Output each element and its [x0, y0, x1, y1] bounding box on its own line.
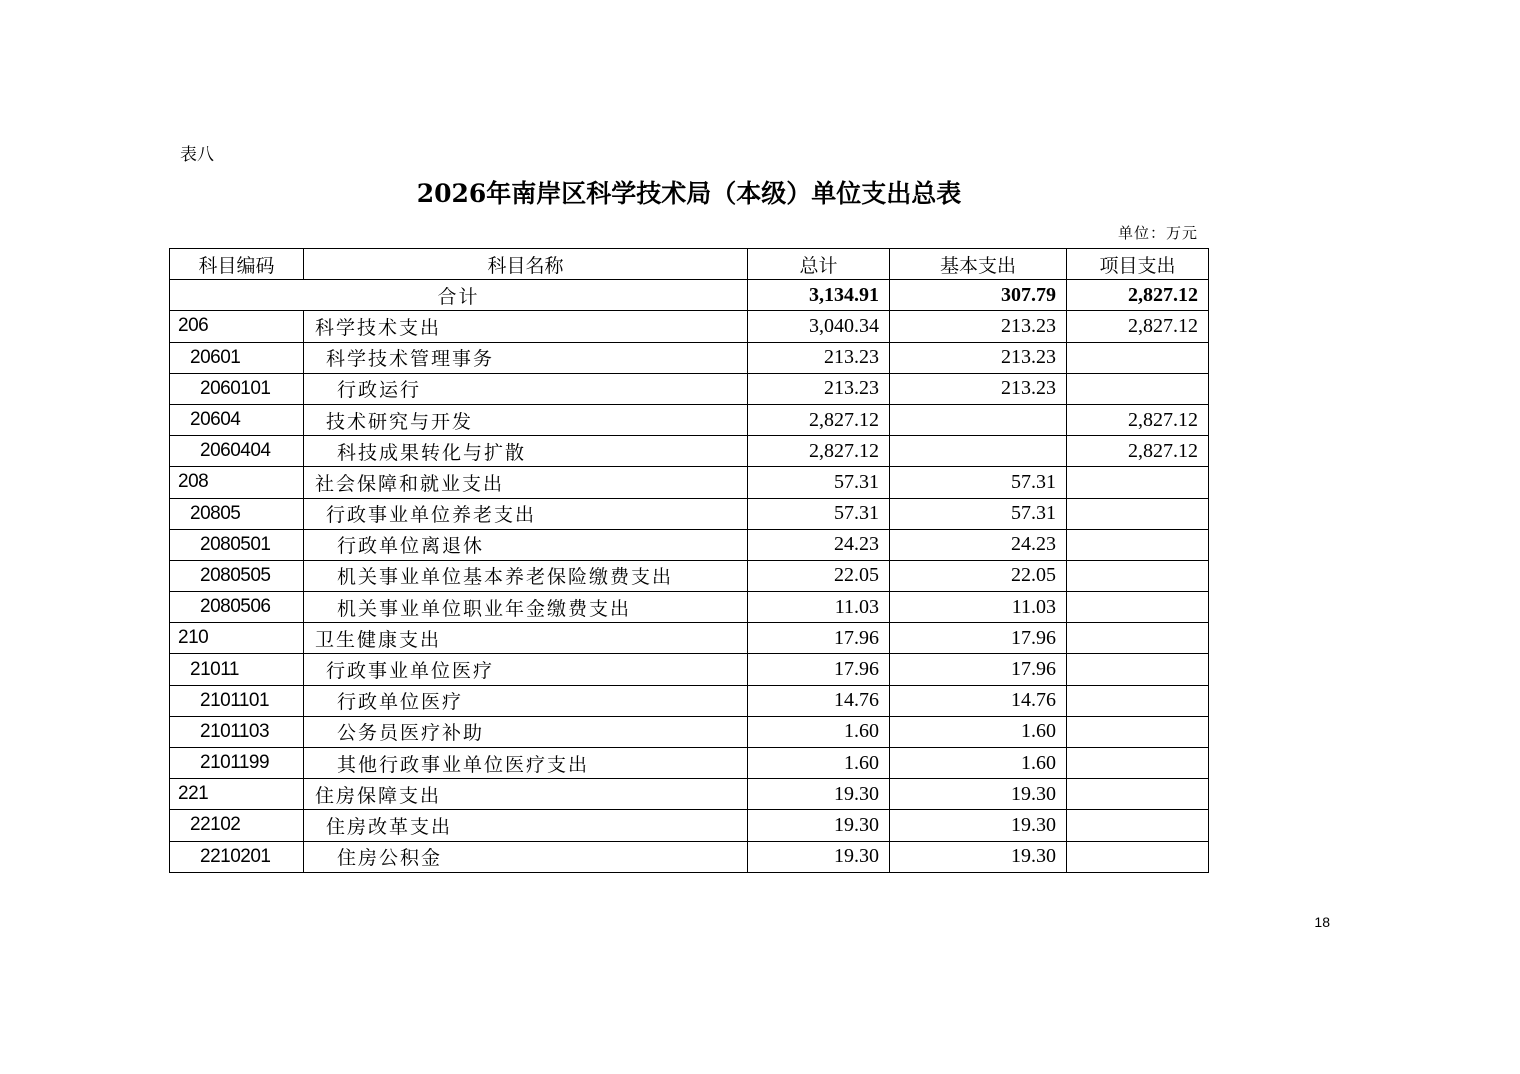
row-total: 22.05 — [748, 560, 890, 591]
row-project — [1067, 560, 1209, 591]
row-name: 住房保障支出 — [304, 779, 748, 810]
row-code: 221 — [170, 779, 304, 810]
row-project — [1067, 841, 1209, 872]
row-project — [1067, 373, 1209, 404]
row-code: 20604 — [170, 404, 304, 435]
table-row — [170, 716, 1209, 747]
total-row — [170, 280, 1209, 311]
row-basic: 17.96 — [890, 654, 1067, 685]
row-total: 19.30 — [748, 810, 890, 841]
header-name: 科目名称 — [304, 249, 748, 280]
row-project — [1067, 498, 1209, 529]
table-row — [170, 654, 1209, 685]
row-name: 行政单位医疗 — [304, 685, 748, 716]
row-code: 20601 — [170, 342, 304, 373]
table-row — [170, 623, 1209, 654]
row-total: 17.96 — [748, 623, 890, 654]
table-row — [170, 436, 1209, 467]
row-basic — [890, 436, 1067, 467]
row-basic: 17.96 — [890, 623, 1067, 654]
expenditure-table — [169, 248, 1209, 873]
row-code: 2080505 — [170, 560, 304, 591]
row-total: 2,827.12 — [748, 404, 890, 435]
row-name: 机关事业单位职业年金缴费支出 — [304, 592, 748, 623]
table-row — [170, 467, 1209, 498]
table-row — [170, 498, 1209, 529]
row-project — [1067, 748, 1209, 779]
row-basic: 11.03 — [890, 592, 1067, 623]
row-code: 2060404 — [170, 436, 304, 467]
row-name: 住房公积金 — [304, 841, 748, 872]
row-code: 210 — [170, 623, 304, 654]
page-number: 18 — [1314, 914, 1330, 930]
table-row — [170, 529, 1209, 560]
total-project: 2,827.12 — [1067, 280, 1209, 311]
row-project: 2,827.12 — [1067, 404, 1209, 435]
row-project — [1067, 592, 1209, 623]
row-basic — [890, 404, 1067, 435]
row-name: 其他行政事业单位医疗支出 — [304, 748, 748, 779]
row-basic: 22.05 — [890, 560, 1067, 591]
row-basic: 57.31 — [890, 467, 1067, 498]
row-total: 1.60 — [748, 748, 890, 779]
row-code: 2101199 — [170, 748, 304, 779]
header-project: 项目支出 — [1067, 249, 1209, 280]
row-name: 社会保障和就业支出 — [304, 467, 748, 498]
table-header-row — [170, 249, 1209, 280]
table-row — [170, 404, 1209, 435]
row-basic: 19.30 — [890, 810, 1067, 841]
table-row — [170, 560, 1209, 591]
row-project: 2,827.12 — [1067, 436, 1209, 467]
row-basic: 213.23 — [890, 311, 1067, 342]
row-code: 2060101 — [170, 373, 304, 404]
row-name: 行政运行 — [304, 373, 748, 404]
row-total: 14.76 — [748, 685, 890, 716]
unit-label: 单位：万元 — [1117, 224, 1198, 242]
row-code: 20805 — [170, 498, 304, 529]
row-code: 22102 — [170, 810, 304, 841]
row-name: 行政事业单位医疗 — [304, 654, 748, 685]
table-row — [170, 342, 1209, 373]
row-total: 24.23 — [748, 529, 890, 560]
row-code: 208 — [170, 467, 304, 498]
row-code: 2101101 — [170, 685, 304, 716]
row-code: 2210201 — [170, 841, 304, 872]
row-name: 行政事业单位养老支出 — [304, 498, 748, 529]
row-name: 行政单位离退休 — [304, 529, 748, 560]
table-row — [170, 685, 1209, 716]
row-project: 2,827.12 — [1067, 311, 1209, 342]
row-project — [1067, 779, 1209, 810]
header-code: 科目编码 — [170, 249, 304, 280]
row-project — [1067, 654, 1209, 685]
table-row — [170, 373, 1209, 404]
total-label: 合计 — [170, 280, 748, 311]
page-title: 2026年南岸区科学技术局（本级）单位支出总表 — [416, 179, 962, 208]
header-total: 总计 — [748, 249, 890, 280]
table-row — [170, 311, 1209, 342]
row-basic: 1.60 — [890, 748, 1067, 779]
row-name: 科学技术支出 — [304, 311, 748, 342]
row-total: 213.23 — [748, 342, 890, 373]
row-project — [1067, 716, 1209, 747]
row-total: 1.60 — [748, 716, 890, 747]
row-name: 卫生健康支出 — [304, 623, 748, 654]
table-row — [170, 810, 1209, 841]
row-project — [1067, 810, 1209, 841]
row-name: 技术研究与开发 — [304, 404, 748, 435]
row-total: 19.30 — [748, 841, 890, 872]
row-code: 2080506 — [170, 592, 304, 623]
row-total: 57.31 — [748, 498, 890, 529]
row-total: 11.03 — [748, 592, 890, 623]
row-basic: 213.23 — [890, 373, 1067, 404]
row-code: 2101103 — [170, 716, 304, 747]
row-total: 3,040.34 — [748, 311, 890, 342]
row-total: 19.30 — [748, 779, 890, 810]
total-sum: 3,134.91 — [748, 280, 890, 311]
row-code: 21011 — [170, 654, 304, 685]
row-name: 科技成果转化与扩散 — [304, 436, 748, 467]
row-project — [1067, 467, 1209, 498]
row-basic: 1.60 — [890, 716, 1067, 747]
total-basic: 307.79 — [890, 280, 1067, 311]
row-basic: 57.31 — [890, 498, 1067, 529]
row-total: 2,827.12 — [748, 436, 890, 467]
row-basic: 24.23 — [890, 529, 1067, 560]
row-basic: 19.30 — [890, 841, 1067, 872]
row-basic: 213.23 — [890, 342, 1067, 373]
row-project — [1067, 342, 1209, 373]
row-name: 住房改革支出 — [304, 810, 748, 841]
row-project — [1067, 529, 1209, 560]
table-row — [170, 841, 1209, 872]
table-row — [170, 779, 1209, 810]
row-total: 213.23 — [748, 373, 890, 404]
row-name: 科学技术管理事务 — [304, 342, 748, 373]
row-code: 2080501 — [170, 529, 304, 560]
row-project — [1067, 685, 1209, 716]
header-basic: 基本支出 — [890, 249, 1067, 280]
row-name: 机关事业单位基本养老保险缴费支出 — [304, 560, 748, 591]
table-label: 表八 — [180, 145, 214, 165]
row-basic: 19.30 — [890, 779, 1067, 810]
row-total: 57.31 — [748, 467, 890, 498]
row-total: 17.96 — [748, 654, 890, 685]
row-project — [1067, 623, 1209, 654]
table-row — [170, 592, 1209, 623]
row-name: 公务员医疗补助 — [304, 716, 748, 747]
row-basic: 14.76 — [890, 685, 1067, 716]
table-row — [170, 748, 1209, 779]
row-code: 206 — [170, 311, 304, 342]
